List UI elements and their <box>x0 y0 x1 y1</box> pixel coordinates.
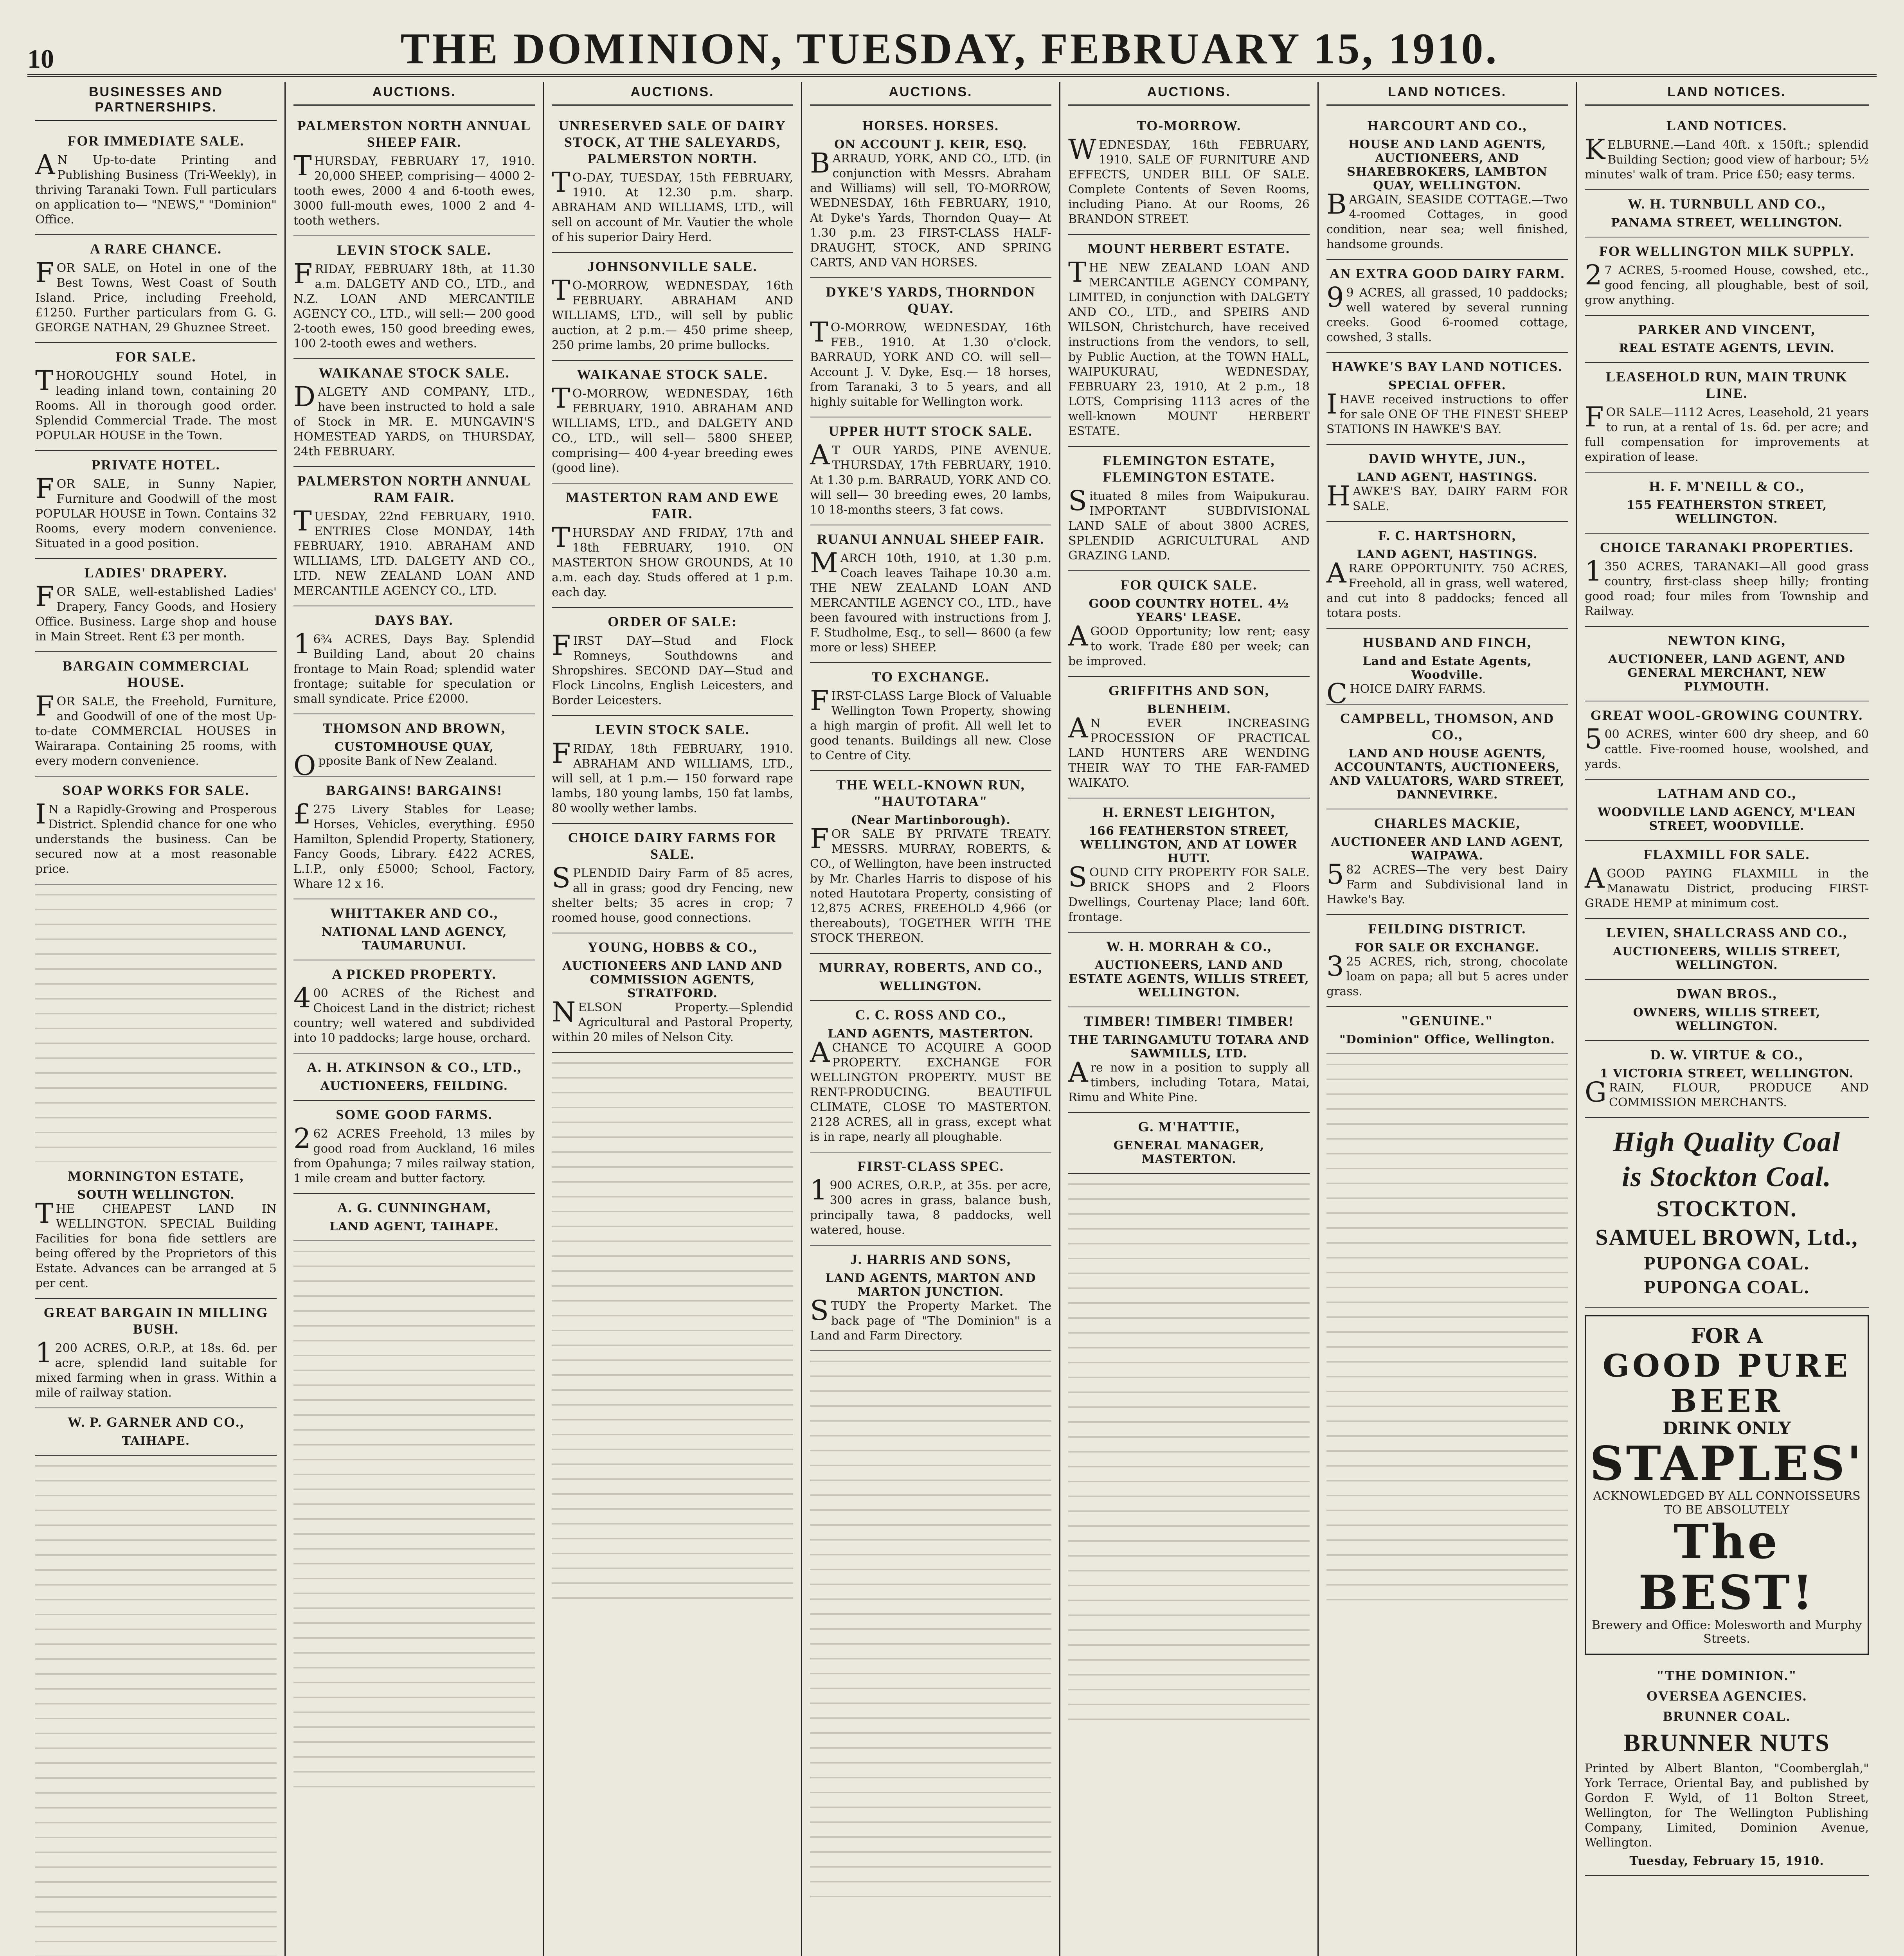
advert-block <box>35 777 277 885</box>
advert-heading: FIRST-CLASS SPEC. <box>857 1158 1004 1174</box>
advert-block <box>1068 677 1310 798</box>
advert-subheading: WELLINGTON. <box>879 980 982 993</box>
advert-subheading: OWNERS, WILLIS STREET, WELLINGTON. <box>1633 1006 1821 1033</box>
advert-heading: C. C. ROSS AND CO., <box>855 1007 1006 1023</box>
advert-block <box>1326 445 1568 522</box>
advert-block <box>810 1246 1051 1351</box>
advert-block <box>1068 235 1310 447</box>
advert-body: FOR SALE, on Hotel in one of the Best Towns, West Coast of South Island. Price, including Freehold, £1250. Further particulars from G. G. GEORGE NATHAN, 29 Ghuznee Street. <box>35 257 277 334</box>
advert-body: ARARE OPPORTUNITY. 750 ACRES, Freehold, all in grass, well watered, and cut into 8 paddocks; fenced all totara posts. <box>1326 557 1568 620</box>
advert-heading: TO-MORROW. <box>1136 118 1242 133</box>
classified-text-block <box>35 1460 277 1956</box>
advert-subheading: PANAMA STREET, WELLINGTON. <box>1611 216 1843 230</box>
page-title: THE DOMINION, TUESDAY, FEBRUARY 15, 1910. <box>400 25 1499 73</box>
advert-block <box>552 933 793 1053</box>
advert-block <box>293 714 535 782</box>
advert-body: DALGETY AND COMPANY, LTD., have been instructed to hold a sale of Stock in MR. E. MUNGAVIN'S HOMESTEAD YARDS, on THURSDAY, 24th FEBRUARY. <box>293 381 535 458</box>
advert-block <box>810 112 1051 278</box>
advert-block <box>293 1054 535 1101</box>
advert-heading: WAIKANAE STOCK SALE. <box>319 365 510 381</box>
advert-block <box>293 112 535 236</box>
advert-subheading: Land and Estate Agents, Woodville. <box>1362 654 1532 682</box>
advert-body: 325 ACRES, rich, strong, chocolate loam on papa; all but 5 acres under grass. <box>1326 950 1568 998</box>
advert-heading: CHOICE DAIRY FARMS FOR SALE. <box>568 830 777 862</box>
coal-banner: is Stockton Coal. <box>1621 1161 1832 1192</box>
advert-subheading: AUCTIONEERS AND LAND AND COMMISSION AGENTS, STRATFORD. <box>562 959 783 1000</box>
advert-heading: RUANUI ANNUAL SHEEP FAIR. <box>817 531 1045 547</box>
advert-block <box>293 359 535 467</box>
advert-heading: WAIKANAE STOCK SALE. <box>577 367 768 382</box>
advert-heading: THE WELL-KNOWN RUN, "HAUTOTARA" <box>836 777 1025 809</box>
coal-banner: High Quality Coal <box>1612 1126 1841 1158</box>
advert-body: FOR SALE, well-established Ladies' Drapery, Fancy Goods, and Hosiery Office. Business. Large shop and house in Main Street. Rent £3 per month. <box>35 581 277 644</box>
advert-body: TO-MORROW, WEDNESDAY, 16th FEBRUARY, 1910. ABRAHAM AND WILLIAMS, LTD., and DALGETY AND CO., LTD., will sell— 5800 SHEEP, comprising— 400 4-year breeding ewes (good line). <box>552 382 793 475</box>
advert-heading: G. M'HATTIE, <box>1138 1119 1240 1134</box>
advert-block <box>1326 260 1568 353</box>
column-4 <box>802 82 1060 1956</box>
advert-body: Opposite Bank of New Zealand. <box>293 750 498 782</box>
advert-heading: UNRESERVED SALE OF DAIRY STOCK, AT THE SALEYARDS, PALMERSTON NORTH. <box>558 118 786 166</box>
advert-block <box>35 559 277 652</box>
advert-block <box>293 1194 535 1241</box>
ad-list <box>552 112 793 1053</box>
advert-block <box>293 1101 535 1194</box>
advert-block <box>293 467 535 606</box>
advert-block <box>1326 809 1568 915</box>
advert-heading: FOR WELLINGTON MILK SUPPLY. <box>1599 243 1855 259</box>
advert-heading: HAWKE'S BAY LAND NOTICES. <box>1332 359 1563 374</box>
advert-block <box>810 1001 1051 1152</box>
advert-heading: GRIFFITHS AND SON, <box>1108 683 1270 698</box>
advert-heading: LEVIEN, SHALLCRASS AND CO., <box>1606 925 1848 940</box>
footer-heading: "THE DOMINION." <box>1656 1668 1797 1683</box>
beer-line: The BEST! <box>1638 1514 1815 1620</box>
advert-heading: CAMPBELL, THOMSON, AND CO., <box>1340 710 1555 742</box>
advert-block <box>1326 629 1568 710</box>
advert-heading: DWAN BROS., <box>1676 986 1777 1001</box>
advert-heading: MURRAY, ROBERTS, AND CO., <box>819 960 1043 975</box>
advert-body: THE CHEAPEST LAND IN WELLINGTON. SPECIAL Building Facilities for bona fide settlers are being offered by the Proprietors of this Estate. Advances can be arranged at 5 per cent. <box>35 1197 277 1290</box>
advert-block <box>810 417 1051 525</box>
advert-heading: F. C. HARTSHORN, <box>1378 528 1516 543</box>
advert-block <box>810 525 1051 663</box>
advert-subheading: LAND AGENT, HASTINGS. <box>1357 548 1538 561</box>
advert-block <box>1326 1007 1568 1054</box>
advert-subheading: REAL ESTATE AGENTS, LEVIN. <box>1619 342 1835 355</box>
advert-heading: LADIES' DRAPERY. <box>84 565 228 581</box>
advert-subheading: GENERAL MANAGER, MASTERTON. <box>1113 1139 1265 1166</box>
advert-body: TO-DAY, TUESDAY, 15th FEBRUARY, 1910. At 12.30 p.m. sharp. ABRAHAM AND WILLIAMS, LTD., will sell on account of Mr. Vautier the whole of his superior Dairy Herd. <box>552 166 793 244</box>
stockton-heading: STOCKTON. <box>1656 1196 1797 1221</box>
advert-body: 1200 ACRES, O.R.P., at 18s. 6d. per acre, splendid land suitable for mixed farming when in grass. Within a mile of railway station. <box>35 1337 277 1400</box>
advert-subheading: AUCTIONEERS, LAND AND ESTATE AGENTS, WILLIS STREET, WELLINGTON. <box>1069 958 1309 1000</box>
advert-subheading: AUCTIONEERS, WILLIS STREET, WELLINGTON. <box>1612 945 1841 972</box>
advert-body: CHOICE DAIRY FARMS. <box>1326 678 1486 710</box>
classified-text-block <box>810 1355 1051 1903</box>
advert-heading: FEILDING DISTRICT. <box>1368 921 1526 937</box>
advert-body: SPLENDID Dairy Farm of 85 acres, all in grass; good dry Fencing, new shelter belts; 35 acres in crop; 7 roomed house, good connections. <box>552 862 793 925</box>
coal-advert <box>1585 1118 1869 1308</box>
advert-body: FOR SALE—1112 Acres, Leasehold, 21 years to run, at a rental of 1s. 6d. per acre; and full compensation for improvements at expiration of lease. <box>1585 401 1869 464</box>
advert-heading: YOUNG, HOBBS & CO., <box>587 939 758 955</box>
advert-heading: FLAXMILL FOR SALE. <box>1643 847 1810 862</box>
advert-heading: FOR IMMEDIATE SALE. <box>67 133 245 149</box>
advert-heading: A RARE CHANCE. <box>90 241 222 257</box>
advert-heading: WHITTAKER AND CO., <box>330 905 498 921</box>
column-heading: AUCTIONS. <box>552 82 793 106</box>
ad-list <box>810 112 1051 1351</box>
advert-subheading: LAND AGENT, TAIHAPE. <box>329 1220 499 1233</box>
beer-line: GOOD PURE BEER <box>1602 1347 1851 1419</box>
advert-block <box>810 1152 1051 1246</box>
advert-body: THE NEW ZEALAND LOAN AND MERCANTILE AGENCY COMPANY, LIMITED, in conjunction with DALGETY AND CO., LTD., and SPEIRS AND WILSON, Christchurch, have received instructions from the vendors, to sell, by Public Auction, at the TOWN HALL, WAIPUKURAU, WEDNESDAY, FEBRUARY 23, 1910, At 2 p.m., 18 LOTS, Comprising 1113 acres of the well-known MOUNT HERBERT ESTATE. <box>1068 256 1310 438</box>
advert-body: FOR SALE, the Freehold, Furniture, and Goodwill of one of the most Up-to-date COMMERCIAL HOUSES in Wairarapa. Containing 25 rooms, with every modern convenience. <box>35 690 277 768</box>
advert-block <box>1068 1007 1310 1113</box>
advert-block <box>810 954 1051 1001</box>
advert-subheading: 166 FEATHERSTON STREET, WELLINGTON, AND AT LOWER HUTT. <box>1080 824 1298 865</box>
advert-heading: MORNINGTON ESTATE, <box>68 1168 244 1184</box>
classified-text-block <box>1068 1178 1310 1726</box>
advert-block <box>1585 112 1869 190</box>
classified-text-block <box>1326 1058 1568 1606</box>
advert-block <box>1068 571 1310 677</box>
ad-list <box>293 112 535 1241</box>
advert-heading: CHARLES MACKIE, <box>1374 815 1521 831</box>
advert-heading: H. ERNEST LEIGHTON, <box>1103 804 1275 820</box>
page-number: 10 <box>27 44 54 74</box>
advert-block <box>1585 780 1869 841</box>
advert-heading: A. H. ATKINSON & CO., LTD., <box>306 1059 522 1075</box>
footer-heading: BRUNNER COAL. <box>1663 1708 1791 1724</box>
advert-body: 1900 ACRES, O.R.P., at 35s. per acre, 300 acres in grass, balance bush, principally tawa, 8 paddocks, well watered, house. <box>810 1174 1051 1237</box>
advert-subheading: ON ACCOUNT J. KEIR, ESQ. <box>834 138 1027 151</box>
advert-subheading: LAND AND HOUSE AGENTS, ACCOUNTANTS, AUCTIONEERS, AND VALUATORS, WARD STREET, DANNEVIRKE. <box>1330 747 1565 802</box>
advert-block <box>293 606 535 714</box>
advert-subheading: THE TARINGAMUTU TOTARA AND SAWMILLS, LTD. <box>1068 1033 1310 1061</box>
advert-body: MARCH 10th, 1910, at 1.30 p.m. Coach leaves Taihape 10.30 a.m. THE NEW ZEALAND LOAN AND MERCANTILE AGENCY CO., LTD., have been favoured with instructions from J. F. Studholme, Esq., to sell— 8600 (a few more or less) SHEEP. <box>810 547 1051 654</box>
classified-text-block <box>552 1057 793 1604</box>
masthead <box>27 16 1877 77</box>
advert-body: AN EVER INCREASING PROCESSION OF PRACTICAL LAND HUNTERS ARE WENDING THEIR WAY TO THE FAR-FAMED WAIKATO. <box>1068 712 1310 790</box>
ad-list <box>35 127 277 885</box>
advert-heading: LEVIN STOCK SALE. <box>337 242 491 258</box>
advert-heading: TO EXCHANGE. <box>871 669 990 685</box>
advert-body: £275 Livery Stables for Lease; Horses, Vehicles, everything. £950 Hamilton, Splendid Property, Stationery, Fancy Goods, Library. £422 ACRES, L.I.P., only £5000; School, Factory, Whare 12 x 16. <box>293 798 535 891</box>
advert-heading: PALMERSTON NORTH ANNUAL SHEEP FAIR. <box>297 118 531 150</box>
advert-heading: W. H. TURNBULL AND CO., <box>1627 196 1826 212</box>
advert-block <box>35 451 277 559</box>
advert-body: Situated 8 miles from Waipukurau. IMPORTANT SUBDIVISIONAL LAND SALE of about 3800 ACRES, SPLENDID AGRICULTURAL AND GRAZING LAND. <box>1068 485 1310 563</box>
advert-body: GRAIN, FLOUR, PRODUCE AND COMMISSION MERCHANTS. <box>1585 1076 1869 1109</box>
column-heading: AUCTIONS. <box>810 82 1051 106</box>
advert-block <box>1585 316 1869 363</box>
advert-heading: W. P. GARNER AND CO., <box>67 1414 245 1430</box>
advert-body: TUESDAY, 22nd FEBRUARY, 1910. ENTRIES Close MONDAY, 14th FEBRUARY, 1910. ABRAHAM AND WILLIAMS, LTD. DALGETY AND CO., LTD. NEW ZEALAND LOAN AND MERCANTILE AGENCY CO., LTD. <box>293 505 535 598</box>
column-heading: LAND NOTICES. <box>1326 82 1568 106</box>
advert-body: THOROUGHLY sound Hotel, in leading inland town, containing 20 Rooms. All in thorough good order. Splendid Commercial Trade. The most POPULAR HOUSE in the Town. <box>35 365 277 442</box>
advert-body: AT OUR YARDS, PINE AVENUE. THURSDAY, 17th FEBRUARY, 1910. At 1.30 p.m. BARRAUD, YORK AND CO. will sell— 30 breeding ewes, 20 lambs, 10 18-months steers, 3 fat cows. <box>810 439 1051 517</box>
advert-body: 1350 ACRES, TARANAKI—All good grass country, first-class sheep hilly; fronting good road; four miles from Township and Railway. <box>1585 555 1869 618</box>
advert-subheading: LAND AGENT, HASTINGS. <box>1357 471 1538 484</box>
advert-heading: TIMBER! TIMBER! TIMBER! <box>1084 1013 1294 1029</box>
column-5 <box>1060 82 1319 1956</box>
advert-block <box>35 1299 277 1408</box>
advert-subheading: GOOD COUNTRY HOTEL. 4½ YEARS' LEASE. <box>1089 597 1289 624</box>
advert-heading: J. HARRIS AND SONS, <box>850 1251 1011 1267</box>
column-heading: AUCTIONS. <box>293 82 535 106</box>
advert-heading: MOUNT HERBERT ESTATE. <box>1087 241 1290 256</box>
advert-block <box>810 278 1051 417</box>
advert-body: 16¾ ACRES, Days Bay. Splendid Building Land, about 20 chains frontage to Main Road; splendid water frontage; suitable for speculation or small syndicate. Price £2000. <box>293 628 535 706</box>
advert-body: Are now in a position to supply all timbers, including Totara, Matai, Rimu and White Pine. <box>1068 1056 1310 1104</box>
advert-subheading: "Dominion" Office, Wellington. <box>1339 1033 1555 1046</box>
beer-line: FOR A <box>1691 1324 1763 1348</box>
advert-block <box>1585 701 1869 780</box>
advert-block <box>1585 473 1869 534</box>
advert-block <box>293 777 535 899</box>
advert-body: THURSDAY, FEBRUARY 17, 1910. 20,000 SHEEP, comprising— 4000 2-tooth ewes, 2000 4 and 6-tooth ewes, 3000 full-mouth ewes, 1000 2 and 4-tooth wethers. <box>293 150 535 228</box>
advert-body: FOR SALE BY PRIVATE TREATY. MESSRS. MURRAY, ROBERTS, & CO., of Wellington, have been instructed by Mr. Charles Harris to dispose of his noted Hautotara Property, consisting of 12,875 ACRES, FREEHOLD 4,966 (or thereabouts), TOGETHER WITH THE STOCK THEREON. <box>810 823 1051 945</box>
advert-body: 99 ACRES, all grassed, 10 paddocks; well watered by several running creeks. Good 6-roomed cottage, cowshed, 3 stalls. <box>1326 281 1568 344</box>
advert-body: FRIDAY, FEBRUARY 18th, at 11.30 a.m. DALGETY AND CO., LTD., and N.Z. LOAN AND MERCANTILE AGENCY CO., LTD., will sell:— 200 good 2-tooth ewes, 150 good breeding ewes, 100 2-tooth ewes and wethers. <box>293 258 535 351</box>
advert-block <box>1585 919 1869 980</box>
advert-block <box>35 1162 277 1299</box>
advert-subheading: BLENHEIM. <box>1147 703 1231 716</box>
advert-body: TO-MORROW, WEDNESDAY, 16th FEB., 1910. At 1.30 o'clock. BARRAUD, YORK AND CO. will sell— Account J. V. Dyke, Esq.— 18 horses, from Taranaki, 3 to 5 years, and all highly suitable for Wellington work. <box>810 316 1051 409</box>
advert-block <box>1068 798 1310 933</box>
advert-heading: JOHNSONVILLE SALE. <box>587 259 758 274</box>
advert-heading: SOME GOOD FARMS. <box>336 1107 493 1122</box>
advert-block <box>552 484 793 608</box>
beer-line: ACKNOWLEDGED BY ALL CONNOISSEURS TO BE ABSOLUTELY <box>1593 1489 1861 1517</box>
advert-heading: HORSES. HORSES. <box>862 118 999 133</box>
column-heading: AUCTIONS. <box>1068 82 1310 106</box>
advert-heading: ORDER OF SALE: <box>608 614 737 629</box>
advert-subheading: LAND AGENTS, MASTERTON. <box>828 1027 1034 1041</box>
advert-block <box>1585 980 1869 1041</box>
advert-block <box>552 361 793 484</box>
footer-heading: BRUNNER NUTS <box>1623 1729 1830 1756</box>
imprint-date: Tuesday, February 15, 1910. <box>1629 1854 1824 1868</box>
advert-heading: A PICKED PROPERTY. <box>332 966 497 982</box>
advert-block <box>35 127 277 235</box>
advert-heading: FLEMINGTON ESTATE, FLEMINGTON ESTATE. <box>1103 453 1275 485</box>
classified-text-block <box>293 1245 535 1793</box>
advert-subheading: FOR SALE OR EXCHANGE. <box>1355 941 1540 955</box>
advert-body: FOR SALE, in Sunny Napier, Furniture and Goodwill of the most POPULAR HOUSE in Town. Contains 32 Rooms, every modern convenience. Situated in a good position. <box>35 473 277 550</box>
beer-line: STAPLES' <box>1590 1436 1864 1491</box>
advert-body: HAWKE'S BAY. DAIRY FARM FOR SALE. <box>1326 480 1568 513</box>
advert-body: 500 ACRES, winter 600 dry sheep, and 60 cattle. Five-roomed house, woolshed, and yards. <box>1585 723 1869 771</box>
advert-body: STUDY the Property Market. The back page of "The Dominion" is a Land and Farm Directory. <box>810 1294 1051 1343</box>
imprint: Printed by Albert Blanton, "Coomberglah," York Terrace, Oriental Bay, and published by Gordon F. Wyld, of 11 Bolton Street, Wellington, for The Wellington Publishing Company, Limited, Dominion Avenue, Wellington. <box>1585 1762 1869 1850</box>
advert-subheading: AUCTIONEER AND LAND AGENT, WAIPAWA. <box>1331 835 1564 863</box>
advert-body: KELBURNE.—Land 40ft. x 150ft.; splendid Building Section; good view of harbour; 5½ minutes' walk of tram. Price £50; easy terms. <box>1585 133 1869 182</box>
advert-block <box>35 235 277 343</box>
advert-heading: THOMSON AND BROWN, <box>322 720 506 736</box>
advert-body: FRIDAY, 18th FEBRUARY, 1910. ABRAHAM AND WILLIAMS, LTD., will sell, at 1 p.m.— 150 forward rape lambs, 180 young lambs, 150 fat lambs, 80 woolly wether lambs. <box>552 737 793 815</box>
advert-heading: DYKE'S YARDS, THORNDON QUAY. <box>826 284 1036 316</box>
advert-heading: LEVIN STOCK SALE. <box>595 722 750 737</box>
column-3 <box>544 82 802 1956</box>
advert-body: NELSON Property.—Splendid Agricultural and Pastoral Property, within 20 miles of Nelson City. <box>552 996 793 1044</box>
advert-block <box>1068 933 1310 1007</box>
advert-heading: DAVID WHYTE, JUN., <box>1368 451 1526 466</box>
advert-subheading: AUCTIONEER, LAND AGENT, AND GENERAL MERCHANT, NEW PLYMOUTH. <box>1608 653 1845 694</box>
advert-block <box>1326 522 1568 629</box>
advert-heading: H. F. M'NEILL & CO., <box>1649 478 1805 494</box>
advert-heading: LEASEHOLD RUN, MAIN TRUNK LINE. <box>1606 369 1848 401</box>
advert-block <box>1585 1041 1869 1118</box>
advert-block <box>552 112 793 253</box>
advert-heading: A. G. CUNNINGHAM, <box>337 1200 491 1215</box>
advert-heading: UPPER HUTT STOCK SALE. <box>829 423 1033 439</box>
advert-block <box>35 652 277 777</box>
advert-heading: PRIVATE HOTEL. <box>92 457 220 473</box>
column-6 <box>1319 82 1577 1956</box>
ad-list <box>1326 112 1568 1054</box>
beer-line: DRINK ONLY <box>1663 1418 1791 1438</box>
advert-block <box>1068 1113 1310 1174</box>
staples-beer-advert <box>1585 1315 1869 1655</box>
advert-block <box>293 960 535 1054</box>
advert-heading: "GENUINE." <box>1401 1013 1494 1028</box>
footer-block <box>1585 1662 1869 1876</box>
advert-body: IN a Rapidly-Growing and Prosperous District. Splendid chance for one who understands the business. Can be secured now at a most reasonable price. <box>35 798 277 876</box>
samuel-brown-heading: SAMUEL BROWN, Ltd., <box>1595 1224 1858 1250</box>
column-grid <box>27 82 1877 1956</box>
advert-heading: NEWTON KING, <box>1668 633 1786 648</box>
advert-body: THURSDAY AND FRIDAY, 17th and 18th FEBRUARY, 1910. ON MASTERTON SHOW GROUNDS, At 10 a.m. each day. Studs offered at 1 p.m. each day. <box>552 521 793 599</box>
advert-heading: PARKER AND VINCENT, <box>1638 322 1816 337</box>
advert-heading: FOR SALE. <box>115 349 196 365</box>
advert-subheading: SOUTH WELLINGTON. <box>77 1188 235 1202</box>
puponga-heading: PUPONGA COAL. <box>1644 1277 1810 1298</box>
advert-subheading: 1 VICTORIA STREET, WELLINGTON. <box>1600 1067 1854 1080</box>
column-7 <box>1577 82 1877 1956</box>
advert-body: BARRAUD, YORK, AND CO., LTD. (in conjunction with Messrs. Abraham and Williams) will sell, TO-MORROW, WEDNESDAY, 16th FEBRUARY, 1910, At Dyke's Yards, Thorndon Quay— At 1.30 p.m. 23 FIRST-CLASS HALF-DRAUGHT, STOCK, AND SPRING CARTS, AND VAN HORSES. <box>810 147 1051 270</box>
advert-subheading: HOUSE AND LAND AGENTS, AUCTIONEERS, AND SHAREBROKERS, LAMBTON QUAY, WELLINGTON. <box>1347 138 1548 192</box>
advert-block <box>35 343 277 451</box>
advert-heading: HUSBAND AND FINCH, <box>1362 635 1532 650</box>
advert-body: WEDNESDAY, 16th FEBRUARY, 1910. SALE OF FURNITURE AND EFFECTS, UNDER BILL OF SALE. Complete Contents of Seven Rooms, including Piano. At our Rooms, 26 BRANDON STREET. <box>1068 133 1310 226</box>
advert-block <box>1585 190 1869 237</box>
advert-subheading: WOODVILLE LAND AGENCY, M'LEAN STREET, WOODVILLE. <box>1597 805 1856 833</box>
advert-block <box>552 716 793 824</box>
advert-heading: LAND NOTICES. <box>1666 118 1787 133</box>
advert-subheading: NATIONAL LAND AGENCY, TAUMARUNUI. <box>321 925 507 953</box>
advert-heading: GREAT BARGAIN IN MILLING BUSH. <box>43 1305 268 1337</box>
advert-block <box>1585 237 1869 316</box>
advert-heading: D. W. VIRTUE & CO., <box>1650 1047 1803 1062</box>
advert-block <box>1326 353 1568 445</box>
advert-block <box>293 899 535 960</box>
advert-block <box>1326 705 1568 809</box>
ad-list <box>35 1162 277 1456</box>
advert-block <box>1068 112 1310 235</box>
ad-list <box>1068 112 1310 1174</box>
advert-body: AGOOD Opportunity; low rent; easy to work. Trade £80 per week; can be improved. <box>1068 620 1310 668</box>
advert-heading: AN EXTRA GOOD DAIRY FARM. <box>1329 266 1565 281</box>
advert-body: ACHANCE TO ACQUIRE A GOOD PROPERTY. EXCHANGE FOR WELLINGTON PROPERTY. MUST BE RENT-PRODUCING. BEAUTIFUL CLIMATE, CLOSE TO MASTERTON. 2128 ACRES, all in grass, except what is in rape, nearly all ploughable. <box>810 1036 1051 1144</box>
advert-block <box>552 824 793 933</box>
advert-block <box>1585 534 1869 627</box>
beer-line: Brewery and Office: Molesworth and Murphy Streets. <box>1591 1618 1862 1646</box>
advert-heading: BARGAINS! BARGAINS! <box>326 782 503 798</box>
advert-body: AN Up-to-date Printing and Publishing Business (Tri-Weekly), in thriving Taranaki Town. Full particulars on application to— "NEWS," "Dominion" Office. <box>35 149 277 227</box>
advert-body: FIRST-CLASS Large Block of Valuable Wellington Town Property, showing a high margin of profit. All well let to good tenants. Buildings all new. Close to Centre of City. <box>810 685 1051 762</box>
advert-block <box>1585 363 1869 473</box>
column-heading: LAND NOTICES. <box>1585 82 1869 106</box>
advert-subheading: (Near Martinborough). <box>851 813 1011 827</box>
advert-block <box>810 771 1051 954</box>
advert-block <box>1326 112 1568 260</box>
advert-heading: PALMERSTON NORTH ANNUAL RAM FAIR. <box>297 473 531 505</box>
advert-heading: CHOICE TARANAKI PROPERTIES. <box>1600 539 1854 555</box>
puponga-heading: PUPONGA COAL. <box>1644 1253 1810 1274</box>
advert-heading: LATHAM AND CO., <box>1657 786 1796 801</box>
advert-subheading: SPECIAL OFFER. <box>1388 379 1506 392</box>
classified-text-block <box>35 888 277 1162</box>
advert-body: 27 ACRES, 5-roomed House, cowshed, etc., good fencing, all ploughable, best of soil, grow anything. <box>1585 259 1869 307</box>
advert-body: 582 ACRES—The very best Dairy Farm and Subdivisional land in Hawke's Bay. <box>1326 858 1568 906</box>
advert-block <box>1585 841 1869 919</box>
advert-block <box>810 663 1051 771</box>
advert-body: IHAVE received instructions to offer for sale ONE OF THE FINEST SHEEP STATIONS IN HAWKE'S BAY. <box>1326 388 1568 436</box>
column-2 <box>286 82 544 1956</box>
ad-list <box>1585 112 1869 1118</box>
advert-body: SOUND CITY PROPERTY FOR SALE. BRICK SHOPS and 2 Floors Dwellings, Courtenay Place; land 60ft. frontage. <box>1068 861 1310 924</box>
advert-subheading: TAIHAPE. <box>122 1434 190 1448</box>
advert-block <box>552 608 793 716</box>
advert-block <box>35 1408 277 1456</box>
advert-body: AGOOD PAYING FLAXMILL in the Manawatu District, producing FIRST-GRADE HEMP at minimum cost. <box>1585 862 1869 910</box>
column-heading: BUSINESSES AND PARTNERSHIPS. <box>35 82 277 121</box>
advert-block <box>293 236 535 359</box>
column-1 <box>27 82 286 1956</box>
advert-heading: BARGAIN COMMERCIAL HOUSE. <box>63 658 249 690</box>
advert-heading: W. H. MORRAH & CO., <box>1106 938 1272 954</box>
advert-heading: GREAT WOOL-GROWING COUNTRY. <box>1590 707 1863 723</box>
advert-block <box>1068 447 1310 571</box>
advert-subheading: AUCTIONEERS, FEILDING. <box>320 1079 508 1093</box>
advert-block <box>1326 915 1568 1007</box>
advert-body: BARGAIN, SEASIDE COTTAGE.—Two 4-roomed Cottages, in good condition, near sea; well finished, handsome grounds. <box>1326 188 1568 251</box>
footer-heading: OVERSEA AGENCIES. <box>1646 1688 1807 1704</box>
advert-subheading: 155 FEATHERSTON STREET, WELLINGTON. <box>1626 498 1827 526</box>
advert-heading: HARCOURT AND CO., <box>1367 118 1527 133</box>
advert-block <box>1585 627 1869 701</box>
advert-heading: DAYS BAY. <box>375 612 454 628</box>
advert-body: 400 ACRES of the Richest and Choicest Land in the district; richest country; well watered and subdivided into 10 paddocks; large house, orchard. <box>293 982 535 1045</box>
advert-body: FIRST DAY—Stud and Flock Romneys, Southdowns and Shropshires. SECOND DAY—Stud and Flock Lincolns, English Leicesters, and Border Leicesters. <box>552 629 793 707</box>
advert-heading: FOR QUICK SALE. <box>1120 577 1258 593</box>
advert-heading: MASTERTON RAM AND EWE FAIR. <box>565 489 779 521</box>
advert-heading: SOAP WORKS FOR SALE. <box>62 782 250 798</box>
advert-subheading: CUSTOMHOUSE QUAY, <box>334 740 494 754</box>
advert-subheading: LAND AGENTS, MARTON AND MARTON JUNCTION. <box>825 1271 1036 1299</box>
advert-body: TO-MORROW, WEDNESDAY, 16th FEBRUARY. ABRAHAM AND WILLIAMS, LTD., will sell by public auction, at 2 p.m.— 450 prime sheep, 250 prime lambs, 20 prime bullocks. <box>552 274 793 352</box>
advert-block <box>552 253 793 361</box>
advert-body: 262 ACRES Freehold, 13 miles by good road from Auckland, 16 miles from Opahunga; 7 miles railway station, 1 mile cream and butter factory. <box>293 1122 535 1185</box>
